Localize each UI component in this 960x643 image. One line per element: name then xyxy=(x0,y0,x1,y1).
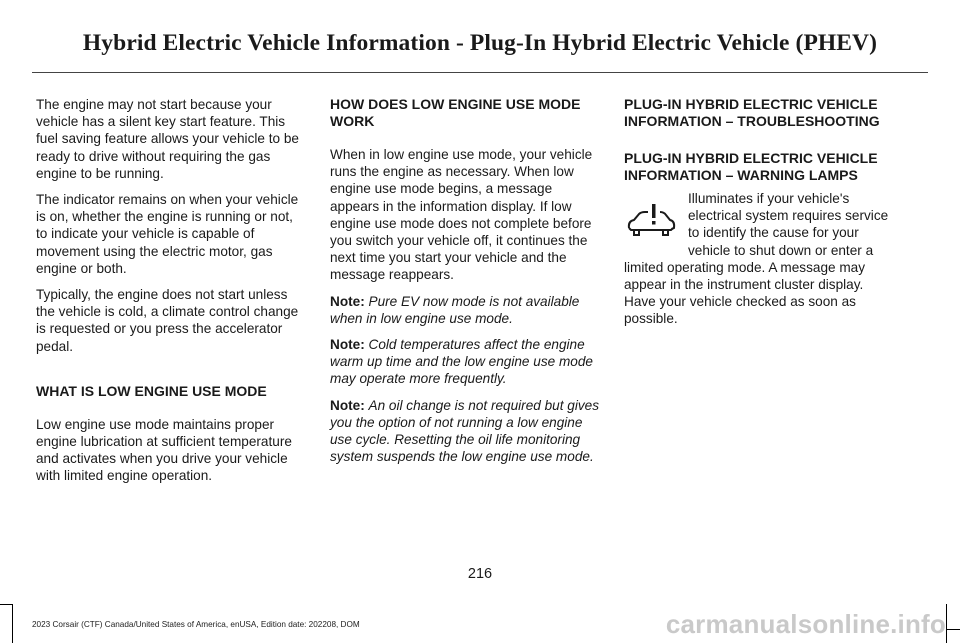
paragraph-low-engine-operation: When in low engine use mode, your vehicle runs the engine as necessary. When low engine use mode begins, a message appears in the information display. If low engine use mode does not complete before you switch your vehicle off, it continues the next time you start your vehicle and the message reappears. xyxy=(330,147,593,283)
heading-how-low-engine-works: HOW DOES LOW ENGINE USE MODE WORK xyxy=(330,96,581,129)
warning-lamp-entry xyxy=(624,190,896,328)
header-divider xyxy=(32,72,928,73)
paragraph-indicator: The indicator remains on when your vehicle is on, whether the engine is running or not, to indicate your vehicle is capable of movement using the electric motor, gas engine or both. xyxy=(36,192,299,276)
crop-mark-left-vertical xyxy=(12,604,13,643)
note-2-text: Cold temperatures affect the engine warm up time and the low engine use mode may operate more frequently. xyxy=(330,337,593,387)
edition-footer: 2023 Corsair (CTF) Canada/United States of America, enUSA, Edition date: 202208, DOM xyxy=(32,620,360,629)
watermark: carmanualsonline.info xyxy=(665,609,946,639)
page-header-title: Hybrid Electric Vehicle Information - Plug-In Hybrid Electric Vehicle (PHEV) xyxy=(82,30,878,56)
column-middle xyxy=(330,96,602,474)
note-2 xyxy=(330,336,602,388)
crop-mark-right-vertical xyxy=(946,604,947,643)
note-3-text: An oil change is not required but gives you the option of not running a low engine use cycle. Resetting the oil life monitoring system suspends the low engine use mode. xyxy=(330,397,600,465)
heading-warning-lamps: PLUG-IN HYBRID ELECTRIC VEHICLE INFORMATION – WARNING LAMPS xyxy=(624,150,878,183)
note-1-text: Pure EV now mode is not available when in low engine use mode. xyxy=(330,293,580,326)
crop-mark-left-horizontal xyxy=(0,604,13,605)
column-right xyxy=(624,96,896,337)
heading-troubleshooting: PLUG-IN HYBRID ELECTRIC VEHICLE INFORMATION – TROUBLESHOOTING xyxy=(624,96,880,129)
warning-lamp-description: Illuminates if your vehicle's electrical system requires service to identify the cause for your vehicle to shut down or enter a limited operating mode. A message may appear in the instrument cluster display. Have your vehicle checked as soon as possible. xyxy=(624,191,889,327)
column-left xyxy=(36,96,308,494)
note-label: Note: xyxy=(330,293,365,309)
note-3 xyxy=(330,397,602,466)
note-label: Note: xyxy=(330,397,365,413)
heading-low-engine-use-mode: WHAT IS LOW ENGINE USE MODE xyxy=(36,382,267,399)
page-number: 216 xyxy=(467,566,493,582)
vehicle-warning-icon xyxy=(624,202,678,242)
paragraph-engine-start: Typically, the engine does not start unless the vehicle is cold, a climate control change is requested or you press the accelerator pedal. xyxy=(36,287,299,354)
paragraph-low-engine-use: Low engine use mode maintains proper engine lubrication at sufficient temperature and activates when you drive your vehicle with limited engine operation. xyxy=(36,416,292,484)
note-1 xyxy=(330,293,602,327)
crop-mark-bottom xyxy=(946,629,960,630)
note-label: Note: xyxy=(330,337,365,353)
paragraph-silent-key-start: The engine may not start because your vehicle has a silent key start feature. This fuel saving feature allows your vehicle to be ready to drive without requiring the gas engine to be running. xyxy=(36,97,299,181)
